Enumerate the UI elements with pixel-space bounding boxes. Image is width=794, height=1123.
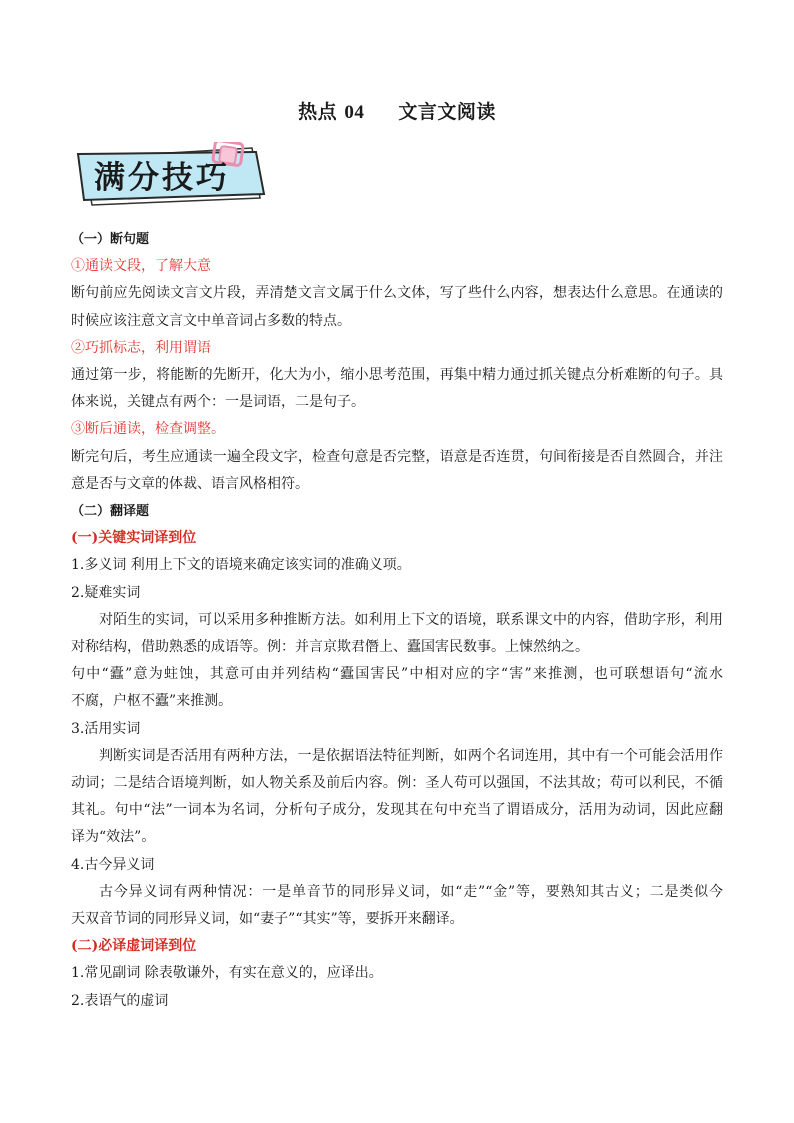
paragraph-line: 时候应该注意文言文中单音词占多数的特点。 (71, 312, 351, 329)
paragraph-line: 句中“蠹”意为蛀蚀，其意可由并列结构“蠹国害民”中相对应的字“害”来推测，也可联想语句“流水 (71, 666, 723, 683)
section-heading-duanju: （一）断句题 (71, 232, 150, 247)
paragraph-line: 译为“效法”。 (71, 829, 156, 846)
item-line: 3.活用实词 (71, 720, 141, 737)
title-prefix: 热点 (298, 101, 338, 123)
paragraph-line: 断句前应先阅读文言文片段，弄清楚文言文属于什么文体，写了些什么内容，想表达什么意思。在通读的 (71, 285, 723, 302)
paragraph-line: 天双音节词的同形异义词，如“妻子”“其实”等，要拆开来翻译。 (71, 911, 464, 928)
step-heading: ③断后通读，检查调整。 (71, 421, 225, 438)
paragraph-line: 对称结构，借助熟悉的成语等。例：并言京欺君僭上、蠹国害民数事。上悚然纳之。 (71, 639, 589, 656)
banner-text: 满分技巧 (94, 160, 230, 196)
paragraph-line: 古今异义词有两种情况：一是单音节的同形异义词，如“走”“金”等，要熟知其古义；二是类似今 (99, 883, 723, 900)
item-line: 2.表语气的虚词 (71, 992, 169, 1009)
step-heading: ①通读文段，了解大意 (71, 258, 211, 275)
paragraph-line: 其礼。句中“法”一词本为名词，分析句子成分，发现其在句中充当了谓语成分，活用为动词，因此应翻 (71, 802, 723, 819)
paragraph-line: 对陌生的实词，可以采用多种推断方法。如利用上下文的语境，联系课文中的内容，借助字形，利用 (99, 611, 723, 628)
title-number: 04 (344, 102, 365, 123)
paragraph-line: 判断实词是否活用有两种方法，一是依据语法特征判断，如两个名词连用，其中有一个可能会活用作 (99, 747, 723, 764)
paragraph-line: 断完句后，考生应通读一遍全段文字，检查句意是否完整，语意是否连贯，句间衔接是否自然圆合，并注 (71, 448, 723, 465)
page-title (0, 97, 794, 124)
paragraph-line: 意是否与文章的体裁、语言风格相符。 (71, 475, 309, 492)
paragraph-line: 通过第一步，将能断的先断开，化大为小，缩小思考范围，再集中精力通过抓关键点分析难断的句子。具 (71, 367, 723, 384)
content-body (71, 226, 723, 1015)
paragraph-line: 不腐，户枢不蠹”来推测。 (71, 693, 233, 710)
banner-image (74, 142, 270, 208)
paragraph-line: 动词；二是结合语境判断，如人物关系及前后内容。例：圣人苟可以强国，不法其故；苟可以利民，不循 (71, 775, 723, 792)
title-main: 文言文阅读 (398, 101, 496, 123)
item-line: 1.常见副词 除表敬谦外，有实在意义的，应译出。 (71, 965, 383, 982)
subsection-heading: (二)必译虚词译到位 (71, 938, 197, 955)
item-line: 4.古今异义词 (71, 856, 155, 873)
paragraph-line: 体来说，关键点有两个：一是词语，二是句子。 (71, 394, 365, 411)
item-line: 1.多义词 利用上下文的语境来确定该实词的准确义项。 (71, 557, 411, 574)
section-heading-fanyi: （二）翻译题 (71, 504, 150, 520)
subsection-heading: (一)关键实词译到位 (71, 530, 197, 547)
item-line: 2.疑难实词 (71, 584, 141, 601)
step-heading: ②巧抓标志，利用谓语 (71, 339, 211, 356)
